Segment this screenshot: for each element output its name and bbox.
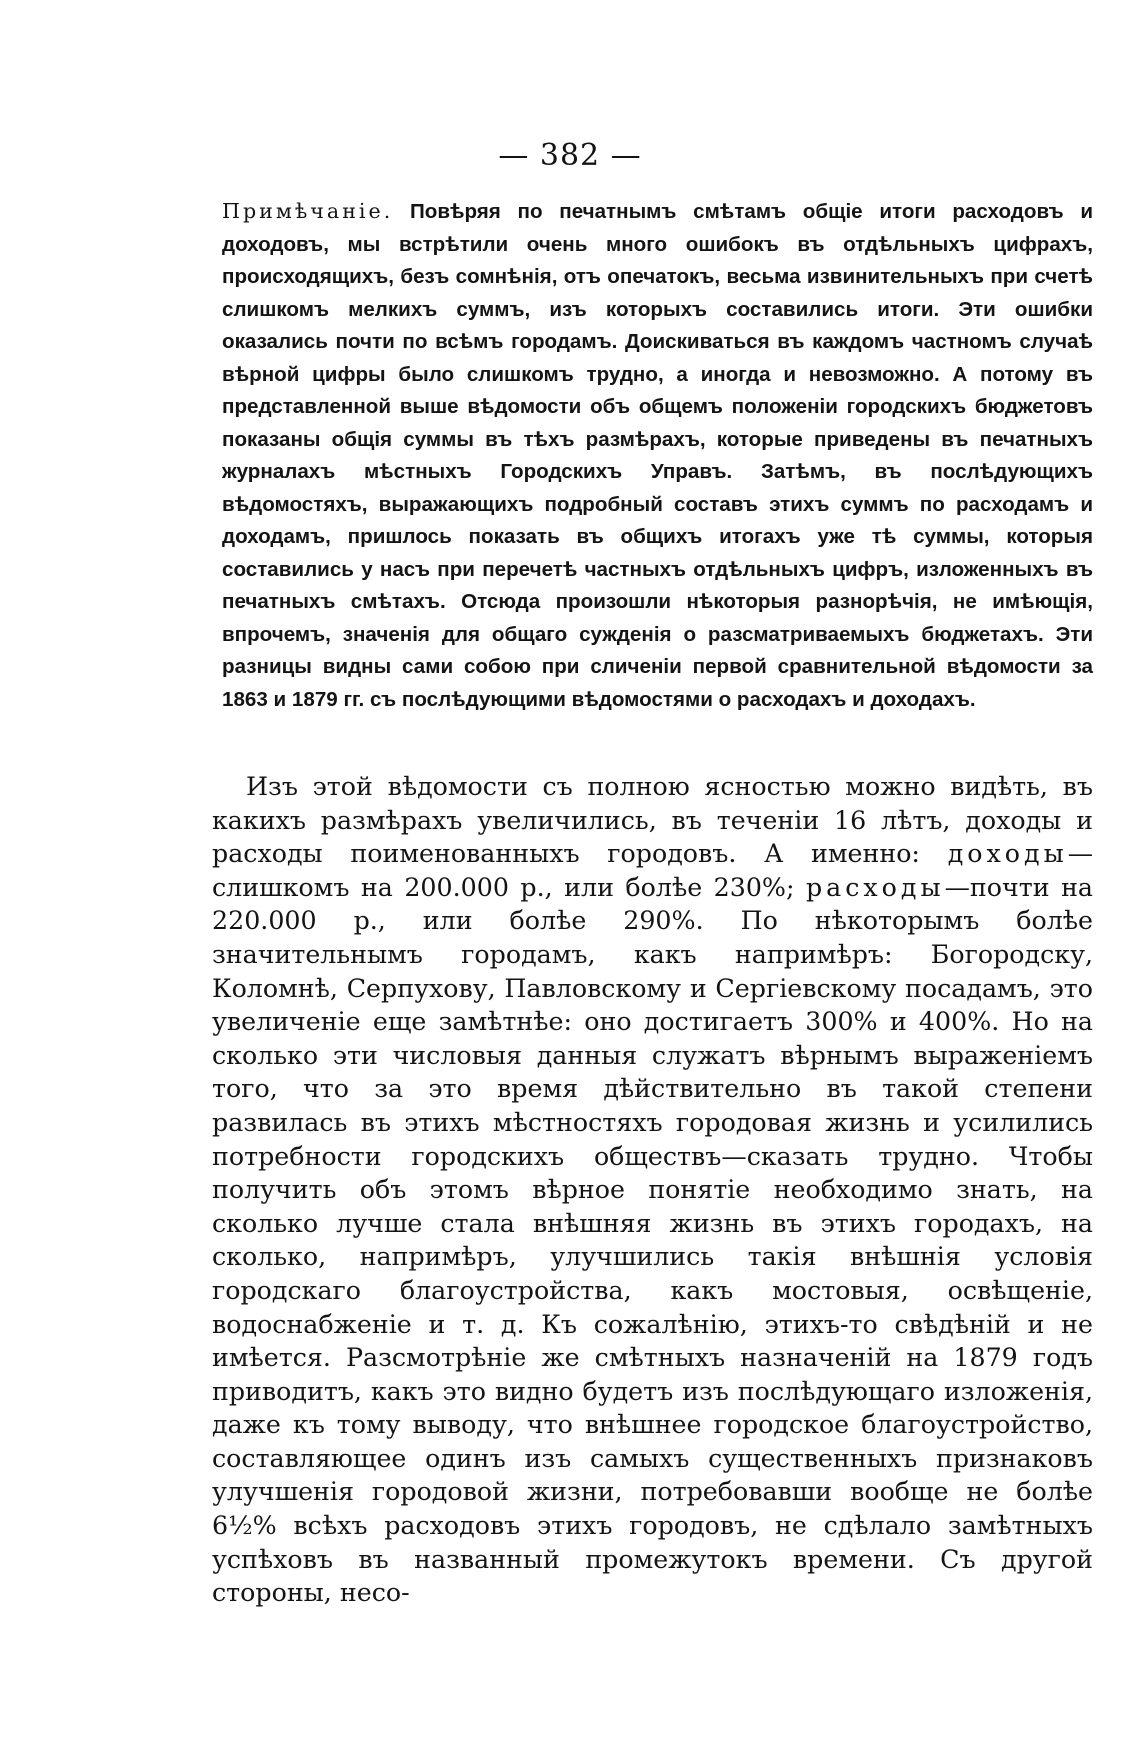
note-text: Повѣряя по печатнымъ смѣтамъ общіе итоги расходовъ и доходовъ, мы встрѣтили очень много ошибокъ въ отдѣльныхъ цифрахъ, происходящихъ, безъ сомнѣнія, отъ опечатокъ, весьма извинительныхъ при счетѣ слишкомъ мелкихъ суммъ, изъ которыхъ составились итоги. Эти ошибки оказались почти по всѣмъ городамъ. Доискиваться въ каждомъ частномъ случаѣ вѣрной цифры было слишкомъ трудно, а иногда и невозможно. А потому въ представленной выше вѣдомости объ общемъ положеніи городскихъ бюджетовъ показаны общія суммы въ тѣхъ размѣрахъ, которые приведены въ печатныхъ журналахъ мѣстныхъ Городскихъ Управъ. Затѣмъ, въ послѣдующихъ вѣдомостяхъ, выражающихъ подробный составъ этихъ суммъ по расходамъ и доходамъ, пришлось показать въ общихъ итогахъ уже тѣ суммы, которыя составились у насъ при перечетѣ частныхъ отдѣльныхъ цифръ, изложенныхъ въ печатныхъ смѣтахъ. Отсюда произошли нѣкоторыя разнорѣчія, не имѣющія, впрочемъ, значенія для общаго сужденія о разсматриваемыхъ бюджетахъ. Эти разницы видны сами собою при сличеніи первой сравнительной вѣдомости за 1863 и 1879 гг. съ послѣдующими вѣдомостями о расходахъ и доходахъ.: [222, 200, 1093, 711]
main-paragraph: [212, 770, 1093, 1610]
body-text-part-3: —почти на 220.000 р., или болѣе 290%. По нѣкоторымъ болѣе значительнымъ городамъ, какъ напримѣръ: Богородску, Коломнѣ, Серпухову, Павловскому и Сергіевскому посадамъ, это увеличеніе еще замѣтнѣе: оно достигаетъ 300% и 400%. Но на сколько эти числовыя данныя служатъ вѣрнымъ выраженіемъ того, что за это время дѣйствительно въ такой степени развилась въ этихъ мѣстностяхъ городовая жизнь и усилились потребности городскихъ обществъ—сказать трудно. Чтобы получить объ этомъ вѣрное понятіе необходимо знать, на сколько лучше стала внѣшняя жизнь въ этихъ городахъ, на сколько, напримѣръ, улучшились такія внѣшнія условія городскаго благоустройства, какъ мостовыя, освѣщеніе, водоснабженіе и т. д. Къ сожалѣнію, этихъ-то свѣдѣній и не имѣется. Разсмотрѣніе же смѣтныхъ назначеній на 1879 годъ приводитъ, какъ это видно будетъ изъ послѣдующаго изложенія, даже къ тому выводу, что внѣшнее городское благоустройство, составляющее одинъ изъ самыхъ существенныхъ признаковъ улучшенія городовой жизни, потребовавши вообще не болѣе 6½% всѣхъ расходовъ этихъ городовъ, не сдѣлало замѣтныхъ успѣховъ въ названный промежутокъ времени. Съ другой стороны, несо-: [212, 872, 1094, 1608]
note-label: Примѣчаніе.: [222, 199, 394, 223]
body-text-part-1: Изъ этой вѣдомости съ полною ясностью можно видѣть, въ какихъ размѣрахъ увеличились, въ теченіи 16 лѣтъ, доходы и расходы поименованныхъ городовъ. А именно:: [212, 772, 1093, 869]
page-number: — 382 —: [498, 138, 642, 173]
spaced-word-expenses: расходы: [805, 872, 945, 902]
footnote-paragraph: [222, 195, 1093, 716]
body-text-part-2: —слишкомъ на 200.000 р., или болѣе 230%;: [212, 839, 1093, 902]
spaced-word-income: доходы: [947, 839, 1068, 869]
